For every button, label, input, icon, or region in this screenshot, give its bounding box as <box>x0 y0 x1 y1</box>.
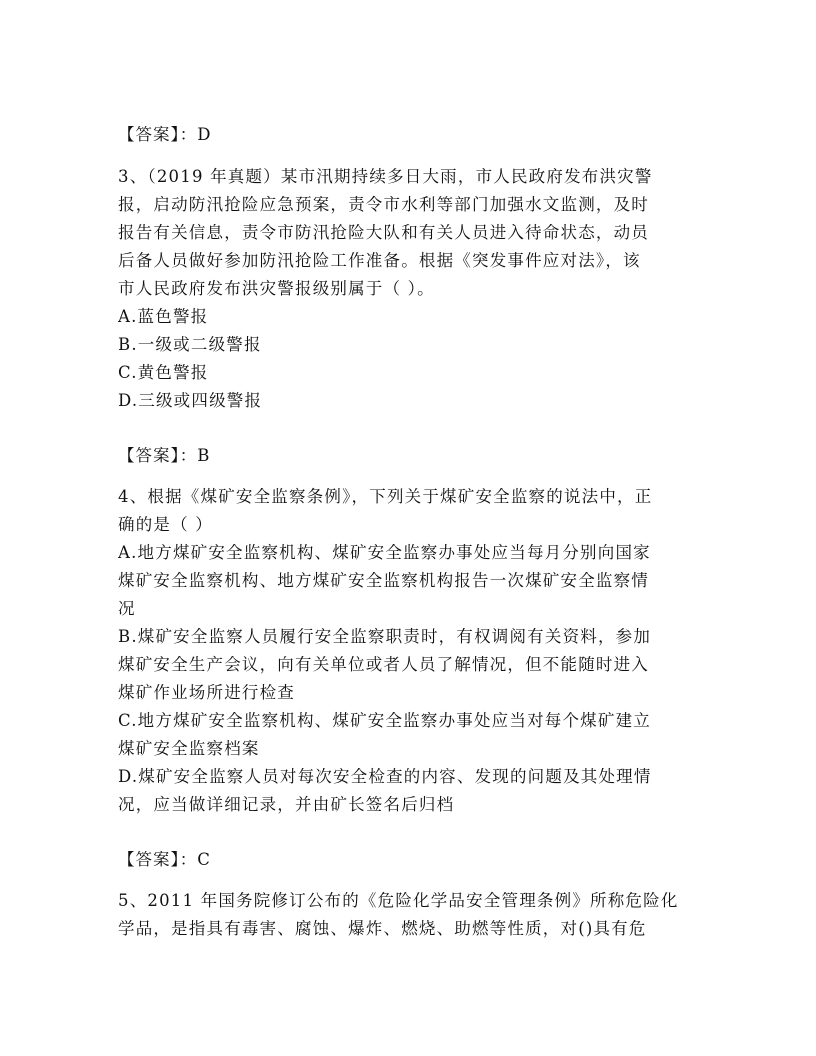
question-4-stem-line: 4、根据《煤矿安全监察条例》，下列关于煤矿安全监察的说法中，正 <box>118 487 653 506</box>
question-3-option-b: B.一级或二级警报 <box>118 335 262 354</box>
question-4-option-d: D.煤矿安全监察人员对每次安全检查的内容、发现的问题及其处理情 <box>118 767 652 786</box>
question-4-option-b: 煤矿安全生产会议，向有关单位或者人员了解情况，但不能随时进入 <box>118 655 649 674</box>
question-3-option-c: C.黄色警报 <box>118 363 209 382</box>
question-5-stem-line: 5、2011 年国务院修订公布的《危险化学品安全管理条例》所称危险化 <box>118 891 679 910</box>
question-4-option-b: 煤矿作业场所进行检查 <box>118 683 295 702</box>
question-4-option-d: 况，应当做详细记录，并由矿长签名后归档 <box>118 795 455 814</box>
answer-label: 【答案】：D <box>118 125 212 144</box>
question-3-stem-line: 市人民政府发布洪灾警报级别属于（ ）。 <box>118 279 435 298</box>
question-5-stem-line: 学品，是指具有毒害、腐蚀、爆炸、燃烧、助燃等性质，对()具有危 <box>118 919 647 938</box>
question-3-option-d: D.三级或四级警报 <box>118 391 263 410</box>
question-4-option-a: A.地方煤矿安全监察机构、煤矿安全监察办事处应当每月分别向国家 <box>118 543 651 562</box>
question-4-option-c: 煤矿安全监察档案 <box>118 739 260 758</box>
question-3-stem-line: 后备人员做好参加防汛抢险工作准备。根据《突发事件应对法》，该 <box>118 251 641 270</box>
question-3-stem-line: 3、（2019 年真题）某市汛期持续多日大雨，市人民政府发布洪灾警 <box>118 167 653 186</box>
question-4-stem-line: 确的是（ ） <box>118 515 213 534</box>
answer-label: 【答案】：B <box>118 446 211 465</box>
question-3-stem-line: 报，启动防汛抢险应急预案，责令市水利等部门加强水文监测，及时 <box>118 195 649 214</box>
answer-label: 【答案】：C <box>118 850 211 869</box>
question-4-option-a: 况 <box>118 599 136 618</box>
question-4-option-c: C.地方煤矿安全监察机构、煤矿安全监察办事处应当对每个煤矿建立 <box>118 711 651 730</box>
question-3-stem-line: 报告有关信息，责令市防汛抢险大队和有关人员进入待命状态，动员 <box>118 223 649 242</box>
question-3-option-a: A.蓝色警报 <box>118 307 209 326</box>
question-4-option-a: 煤矿安全监察机构、地方煤矿安全监察机构报告一次煤矿安全监察情 <box>118 571 649 590</box>
question-4-option-b: B.煤矿安全监察人员履行安全监察职责时，有权调阅有关资料，参加 <box>118 627 652 646</box>
